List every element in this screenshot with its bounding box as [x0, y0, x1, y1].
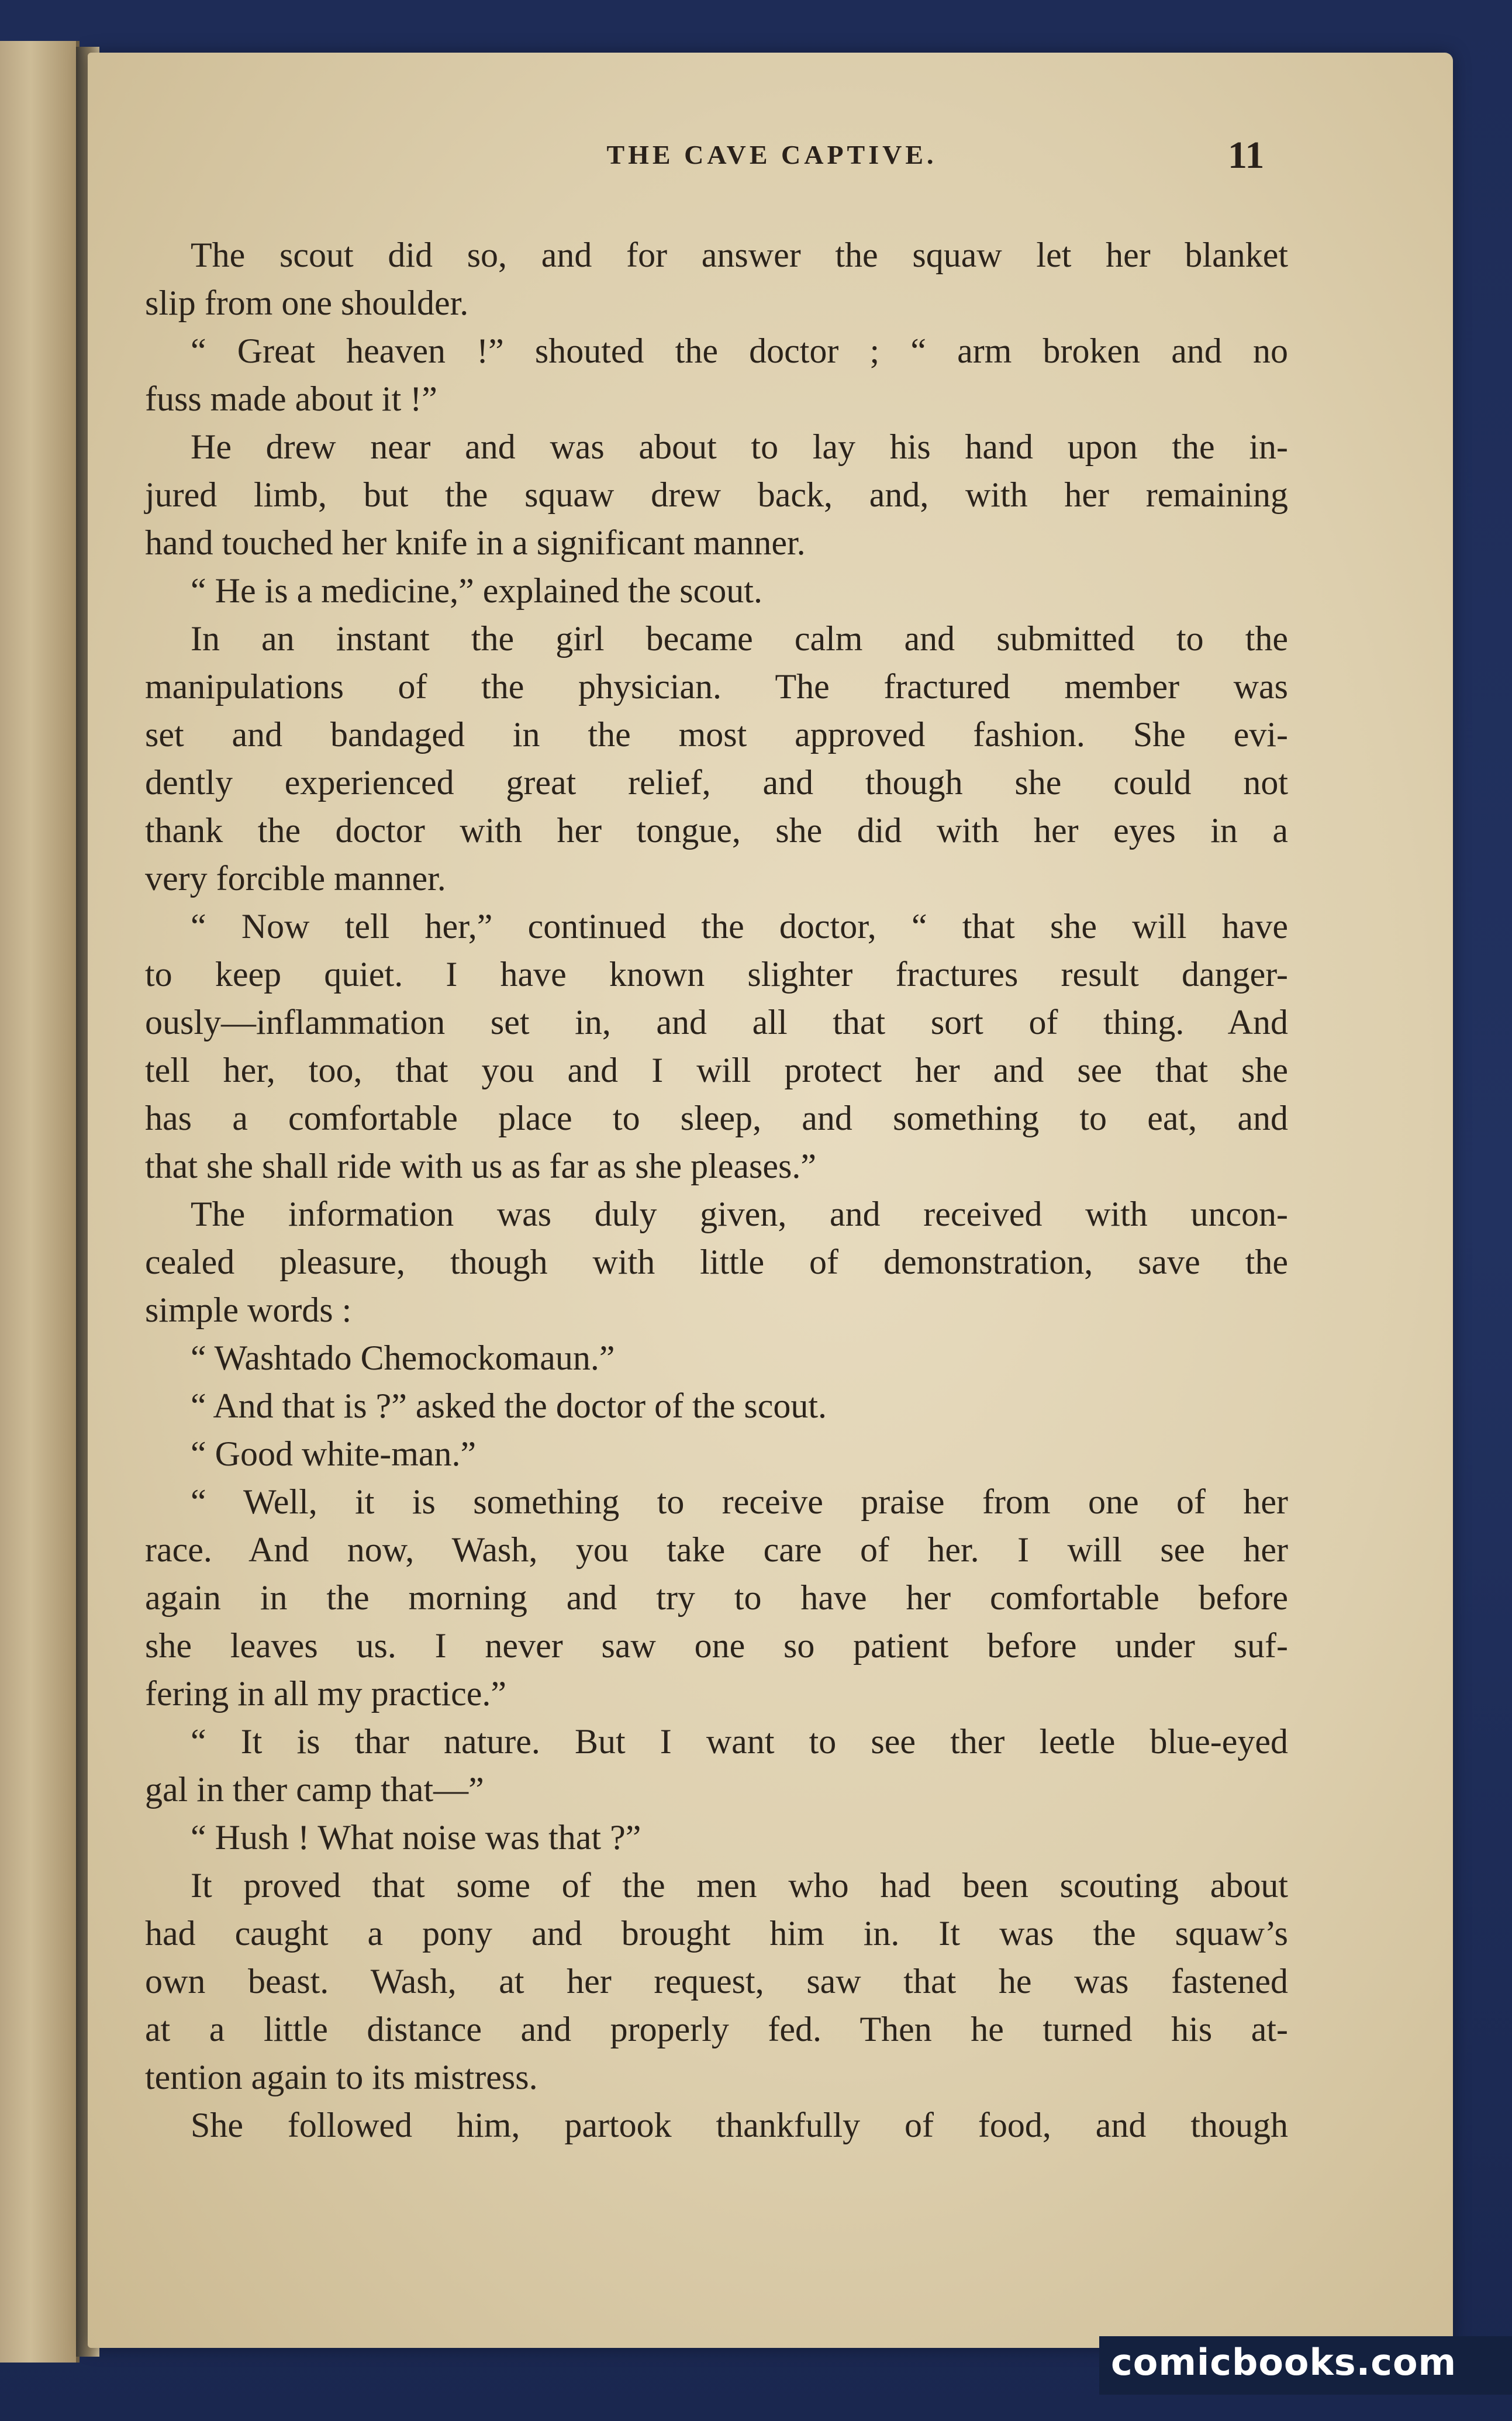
text-line: had caught a pony and brought him in. It was the squaw’s [145, 1914, 1288, 1953]
text-line: cealed pleasure, though with little of demonstration, save the [145, 1243, 1288, 1281]
text-line: “ Great heaven !” shouted the doctor ; “ arm broken and no [191, 332, 1288, 370]
text-line: “ Hush ! What noise was that ?” [191, 1818, 641, 1857]
text-line: fering in all my practice.” [145, 1674, 507, 1713]
body-text [145, 231, 1288, 2149]
text-line: gal in ther camp that—” [145, 1770, 484, 1809]
running-title: THE CAVE CAPTIVE. [606, 140, 937, 170]
text-line: thank the doctor with her tongue, she did with her eyes in a [145, 811, 1288, 850]
text-line: “ Well, it is something to receive praise from one of her [191, 1482, 1288, 1521]
text-line: that she shall ride with us as far as she pleases.” [145, 1147, 816, 1185]
text-line: In an instant the girl became calm and submitted to the [191, 619, 1288, 658]
text-line: own beast. Wash, at her request, saw that he was fastened [145, 1962, 1288, 2001]
text-line: she leaves us. I never saw one so patient before under suf- [145, 1626, 1288, 1665]
text-line: “ Good white-man.” [191, 1434, 477, 1473]
text-line: again in the morning and try to have her comfortable before [145, 1578, 1288, 1617]
text-line: hand touched her knife in a significant manner. [145, 523, 806, 562]
facing-page-edge [0, 41, 80, 2363]
text-line: to keep quiet. I have known slighter fractures result danger- [145, 955, 1288, 994]
text-line: “ Washtado Chemockomaun.” [191, 1339, 615, 1377]
text-line: “ He is a medicine,” explained the scout. [191, 571, 762, 610]
text-line: She followed him, partook thankfully of food, and though [191, 2106, 1288, 2144]
text-line: The information was duly given, and received with uncon- [191, 1195, 1288, 1233]
text-line: “ Now tell her,” continued the doctor, “ that she will have [191, 907, 1288, 946]
text-line: tell her, too, that you and I will protect her and see that she [145, 1051, 1288, 1089]
text-line: “ It is thar nature. But I want to see ther leetle blue-eyed [191, 1722, 1288, 1761]
running-head [88, 133, 1453, 186]
text-line: ously—inflammation set in, and all that sort of thing. And [145, 1003, 1288, 1041]
text-line: very forcible manner. [145, 859, 446, 898]
text-line: tention again to its mistress. [145, 2058, 538, 2096]
text-line: It proved that some of the men who had been scouting about [191, 1866, 1288, 1905]
watermark: comicbooks.com [1111, 2341, 1457, 2384]
text-line: manipulations of the physician. The fractured member was [145, 667, 1288, 706]
page-number: 11 [1228, 134, 1265, 177]
text-line: dently experienced great relief, and though she could not [145, 763, 1288, 802]
text-line: simple words : [145, 1291, 352, 1329]
text-line: fuss made about it !” [145, 380, 437, 418]
text-line: jured limb, but the squaw drew back, and, with her remaining [145, 475, 1288, 514]
text-line: at a little distance and properly fed. Then he turned his at- [145, 2010, 1288, 2048]
text-line: The scout did so, and for answer the squaw let her blanket [191, 236, 1288, 274]
text-line: He drew near and was about to lay his hand upon the in- [191, 427, 1288, 466]
text-line: race. And now, Wash, you take care of her. I will see her [145, 1530, 1288, 1569]
text-line: “ And that is ?” asked the doctor of the scout. [191, 1387, 827, 1425]
text-line: has a comfortable place to sleep, and something to eat, and [145, 1099, 1288, 1137]
text-line: set and bandaged in the most approved fashion. She evi- [145, 715, 1288, 754]
text-line: slip from one shoulder. [145, 284, 469, 322]
